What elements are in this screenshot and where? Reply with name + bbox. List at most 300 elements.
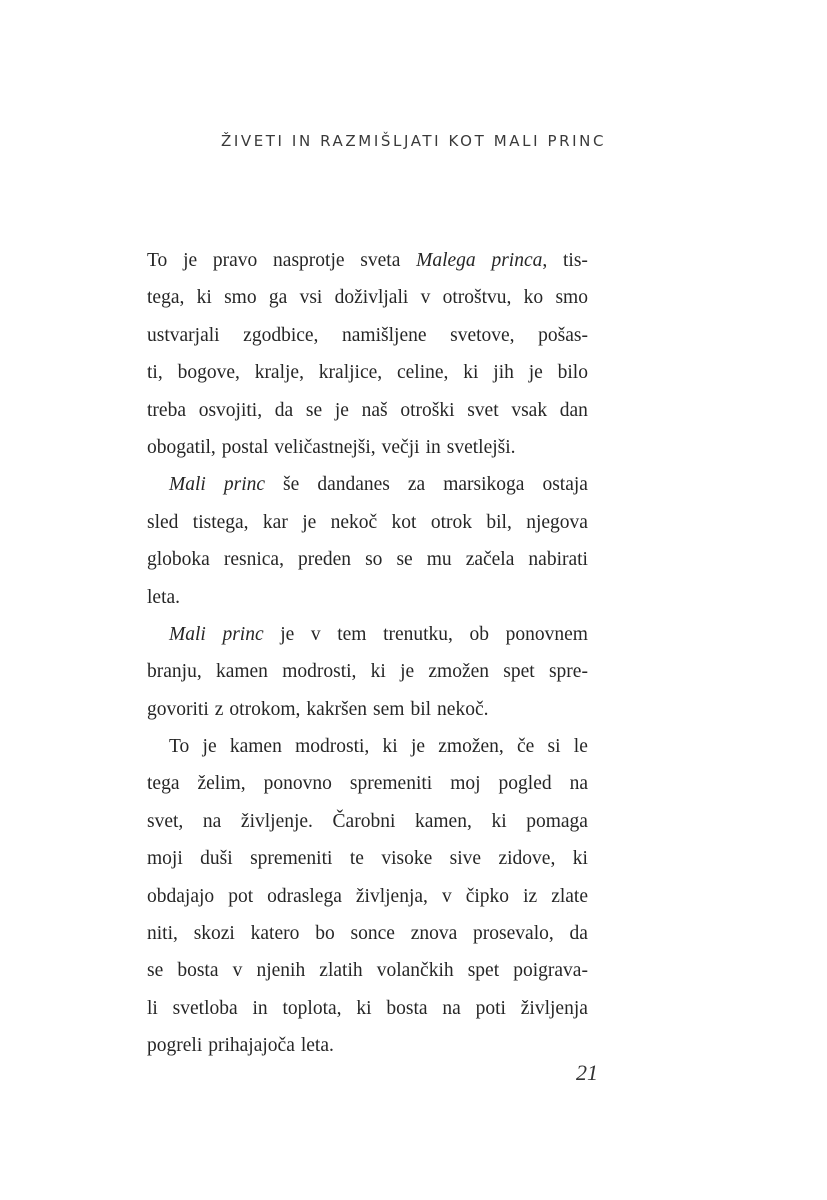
word [147, 579, 180, 616]
word-text: v [232, 960, 243, 982]
word-text: namišljene [342, 324, 427, 346]
word-text: v [420, 287, 431, 309]
word [342, 317, 426, 354]
word-text: začela [465, 549, 515, 571]
word [147, 765, 179, 802]
word-text: katero [250, 923, 300, 945]
word [517, 728, 534, 765]
word [203, 803, 221, 840]
word [282, 653, 356, 690]
italic-word: Malega [416, 250, 476, 271]
word-text: tistega, [192, 511, 249, 533]
word [350, 840, 364, 877]
text-line [147, 691, 588, 728]
word-text: kraljice, [318, 362, 383, 384]
word [400, 392, 454, 429]
word [274, 429, 375, 466]
word-text: celine, [396, 362, 449, 384]
word [147, 354, 163, 391]
word-text: če [517, 736, 535, 758]
word-text: zlate [551, 885, 588, 907]
word-text: nekoč [330, 511, 378, 533]
word-text: na [442, 997, 461, 1019]
word [476, 990, 506, 1027]
text-line [147, 579, 588, 616]
word [213, 242, 257, 279]
text-line [147, 279, 588, 316]
word-text: le [573, 736, 588, 758]
word [335, 392, 349, 429]
word [421, 279, 431, 316]
word-text: kamen, [414, 810, 472, 832]
word [400, 653, 414, 690]
word-text: otrokom, [229, 698, 301, 720]
word-text: mu [426, 549, 452, 571]
text-line [147, 541, 588, 578]
word [177, 952, 218, 989]
word-text: otroški [400, 399, 455, 421]
word [523, 878, 537, 915]
word-text: tem [337, 623, 367, 645]
word [280, 616, 294, 653]
word-text: leta. [147, 586, 181, 608]
word-text: ustvarjali [147, 324, 220, 346]
word [255, 354, 304, 391]
punctuation: , [542, 250, 548, 271]
word-text: obogatil, [147, 436, 216, 458]
word [428, 653, 489, 690]
word-text: tega [147, 773, 180, 795]
text-line [147, 878, 588, 915]
word-text: bilo [557, 362, 588, 384]
word-text: svet [467, 399, 499, 421]
word-text: osvojiti, [198, 399, 263, 421]
word-text: ostaja [542, 474, 588, 496]
word [350, 915, 394, 952]
italic-word: Mali [169, 623, 206, 645]
word [147, 1027, 202, 1064]
word-text: duši [200, 848, 233, 870]
word-text: tega, [147, 287, 185, 309]
word [224, 466, 265, 503]
word-text: prosevalo, [473, 923, 554, 945]
word [574, 728, 588, 765]
word-text: Čarobni [332, 810, 396, 832]
word-text: ki [463, 362, 479, 384]
word-text: marsikoga [443, 474, 525, 496]
text-line [147, 504, 588, 541]
word [147, 541, 210, 578]
word [222, 429, 269, 466]
word [337, 616, 366, 653]
word [251, 915, 300, 952]
word [331, 504, 378, 541]
word-text: postal [221, 436, 269, 458]
word-text: prihajajoča [208, 1035, 295, 1057]
word-text: govoriti [147, 698, 209, 720]
word-text: njenih [256, 960, 306, 982]
word-text: ki [370, 661, 386, 683]
word [381, 840, 432, 877]
word-text: otroštvu, [442, 287, 512, 309]
word [558, 354, 588, 391]
word-text: niti, [147, 923, 178, 945]
word [193, 504, 249, 541]
text-line [147, 952, 588, 989]
word-text: zgodbice, [243, 324, 319, 346]
word [467, 392, 498, 429]
word [529, 354, 543, 391]
word-text: smo [224, 287, 257, 309]
text-line [147, 616, 588, 653]
word-text: ko [523, 287, 544, 309]
word [442, 990, 460, 1027]
text-line [147, 990, 588, 1027]
word [298, 541, 351, 578]
word [362, 392, 388, 429]
text-line [147, 765, 588, 802]
italic-word: princa [491, 250, 543, 271]
word [199, 392, 262, 429]
word-text: ga [268, 287, 288, 309]
word-text: modrosti, [282, 661, 357, 683]
word [233, 952, 243, 989]
word-text: je [280, 623, 295, 645]
word-text: odraslega [267, 885, 342, 907]
text-line [147, 840, 588, 877]
word-text: je [334, 399, 349, 421]
word [147, 840, 183, 877]
word [356, 878, 428, 915]
word-text: življenja [520, 997, 588, 1019]
word [200, 840, 233, 877]
word-text: v [310, 623, 321, 645]
word [373, 691, 404, 728]
word-text: je [528, 362, 543, 384]
running-header-title: ŽIVETI IN RAZMIŠLJATI KOT MALI PRINC [220, 132, 607, 150]
word-text: dan [559, 399, 588, 421]
word [397, 354, 448, 391]
word [468, 952, 499, 989]
word [450, 765, 480, 802]
word [396, 541, 412, 578]
word [250, 840, 332, 877]
word [466, 878, 509, 915]
italic-word: Mali [169, 474, 206, 496]
word-text: doživljali [334, 287, 409, 309]
word [295, 728, 369, 765]
word-text: ob [469, 623, 490, 645]
page-number: 21 [576, 1060, 598, 1085]
word [178, 354, 240, 391]
word-text: bo [315, 923, 335, 945]
word-text: ti, [147, 362, 163, 384]
word [228, 878, 253, 915]
word [229, 691, 300, 728]
word [526, 803, 588, 840]
word [319, 952, 362, 989]
text-line [147, 392, 588, 429]
word [573, 840, 588, 877]
word-text: je [410, 736, 426, 758]
word-text: znova [410, 923, 458, 945]
text-line [147, 1027, 588, 1064]
word-text: jih [493, 362, 514, 384]
word-text: branju, [147, 661, 202, 683]
italic-word: princ [223, 474, 266, 496]
word [548, 728, 561, 765]
word [392, 504, 417, 541]
word [493, 354, 514, 391]
text-line [147, 803, 588, 840]
word-text: sive [449, 848, 482, 870]
word-text: moj [450, 773, 481, 795]
word [315, 915, 335, 952]
word-text: in [252, 997, 268, 1019]
word [563, 242, 588, 279]
word-text: iz [523, 885, 538, 907]
word [222, 616, 263, 653]
word-text: se [147, 960, 164, 982]
word [147, 691, 209, 728]
word-text: vsi [299, 287, 323, 309]
word-text: bil, [486, 511, 512, 533]
italic-word: princ [222, 623, 264, 645]
word-text: se [396, 549, 413, 571]
word-text: kralje, [254, 362, 304, 384]
word [491, 803, 506, 840]
word-text: skozi [193, 923, 235, 945]
word [306, 691, 367, 728]
word [570, 765, 588, 802]
word-text: in [425, 436, 441, 458]
word [197, 765, 245, 802]
word-text: nekoč. [437, 698, 489, 720]
word [377, 952, 454, 989]
word [147, 279, 184, 316]
word [147, 990, 158, 1027]
word [486, 504, 511, 541]
word-text: kamen [215, 661, 268, 683]
text-line [147, 354, 588, 391]
word-text: tis- [562, 250, 588, 271]
word-text: resnica, [223, 549, 284, 571]
word [503, 653, 534, 690]
word-text: smo [555, 287, 588, 309]
word [197, 279, 212, 316]
word-text: večji [381, 436, 420, 458]
word-text: sled [147, 511, 179, 533]
word [215, 691, 224, 728]
word-text: otrok [430, 511, 472, 533]
word-text: nabirati [528, 549, 588, 571]
word [443, 279, 512, 316]
word [410, 691, 431, 728]
word-text: ki [572, 848, 588, 870]
word-text: nasprotje [273, 250, 345, 271]
word-text: vsak [511, 399, 548, 421]
word-text: svetloba [172, 997, 238, 1019]
word [356, 990, 371, 1027]
word-text: pogled [498, 773, 552, 795]
word [360, 242, 400, 279]
word [147, 653, 202, 690]
word-text: spremeniti [349, 773, 433, 795]
word [147, 803, 183, 840]
word-text: na [202, 810, 222, 832]
word [513, 952, 588, 989]
word [203, 728, 217, 765]
word [466, 541, 515, 578]
word-text: je [400, 661, 415, 683]
word-text: pravo [212, 250, 258, 271]
word-text: sveta [360, 250, 401, 271]
word-text: bosta [177, 960, 219, 982]
word-text: To [147, 250, 168, 271]
word-text: poti [475, 997, 506, 1019]
word-text: še [283, 474, 300, 496]
word [302, 504, 316, 541]
word [147, 317, 220, 354]
text-line [147, 429, 588, 466]
word-text: To [169, 736, 190, 758]
word [241, 803, 313, 840]
word [415, 803, 472, 840]
word-text: svet, [147, 810, 184, 832]
word-text: obdajajo [147, 885, 215, 907]
word-text: na [569, 773, 588, 795]
word [252, 990, 267, 1027]
word [555, 279, 588, 316]
word-text: zmožen, [438, 736, 504, 758]
word [273, 242, 344, 279]
word-text: svetlejši. [446, 436, 516, 458]
word [333, 803, 396, 840]
word-text: z [214, 698, 224, 720]
word [411, 728, 425, 765]
word [365, 541, 382, 578]
word [371, 653, 386, 690]
word [350, 765, 432, 802]
word [538, 317, 588, 354]
word [431, 504, 472, 541]
word [183, 242, 197, 279]
word [438, 728, 504, 765]
word-text: da [274, 399, 294, 421]
word [319, 354, 382, 391]
word-text: pomaga [526, 810, 588, 832]
word [560, 392, 588, 429]
word [224, 541, 284, 578]
word-text: globoka [147, 549, 210, 571]
word [542, 466, 587, 503]
word-text: želim, [197, 773, 246, 795]
word-text: ki [196, 287, 212, 309]
word-text: sem [373, 698, 405, 720]
word-text: veličastnejši, [274, 436, 376, 458]
text-line [147, 466, 588, 503]
word [147, 952, 163, 989]
word-text: pot [228, 885, 254, 907]
word-text: spet [467, 960, 500, 982]
word [447, 429, 516, 466]
word [243, 317, 318, 354]
word [173, 990, 238, 1027]
text-line [147, 242, 588, 279]
text-line [147, 653, 588, 690]
word-text: spremeniti [250, 848, 333, 870]
word-text: kar [262, 511, 288, 533]
word [306, 392, 322, 429]
word-text: se [305, 399, 323, 421]
word-text: življenje. [240, 810, 313, 832]
word-text: kamen [229, 736, 282, 758]
word-text: moji [147, 848, 183, 870]
word [383, 728, 398, 765]
word [386, 990, 427, 1027]
word [491, 242, 547, 279]
text-line [147, 728, 588, 765]
word-text: pogreli [147, 1035, 203, 1057]
word [169, 466, 206, 503]
word-text: pošas- [538, 324, 588, 346]
body-text [147, 242, 588, 1065]
word-text: kot [391, 511, 417, 533]
word-text: zidove, [498, 848, 556, 870]
word-text: v [441, 885, 452, 907]
word [551, 878, 588, 915]
word [311, 616, 321, 653]
word [169, 728, 189, 765]
text-line [147, 317, 588, 354]
word [511, 392, 547, 429]
word [256, 952, 305, 989]
word-text: si [547, 736, 561, 758]
word [147, 392, 186, 429]
word-text: za [407, 474, 426, 496]
word-text: visoke [381, 848, 433, 870]
text-line [147, 915, 588, 952]
word [264, 765, 332, 802]
word [275, 392, 293, 429]
word [506, 616, 588, 653]
word-text: zlatih [319, 960, 363, 982]
word [499, 765, 552, 802]
word [147, 504, 178, 541]
word [317, 466, 390, 503]
word [463, 354, 478, 391]
word-text: njegova [526, 511, 588, 533]
word [450, 840, 481, 877]
word [301, 1027, 334, 1064]
word-text: bil [410, 698, 432, 720]
word [442, 878, 452, 915]
word [408, 466, 425, 503]
word [426, 429, 441, 466]
word [450, 317, 514, 354]
word-text: naš [361, 399, 388, 421]
word [526, 504, 588, 541]
word [549, 653, 588, 690]
word [147, 915, 178, 952]
word [437, 691, 488, 728]
word-text: volančkih [376, 960, 454, 982]
word-text: so [365, 549, 383, 571]
word [283, 466, 299, 503]
word [416, 242, 476, 279]
word-text: je [302, 511, 317, 533]
word [230, 728, 282, 765]
